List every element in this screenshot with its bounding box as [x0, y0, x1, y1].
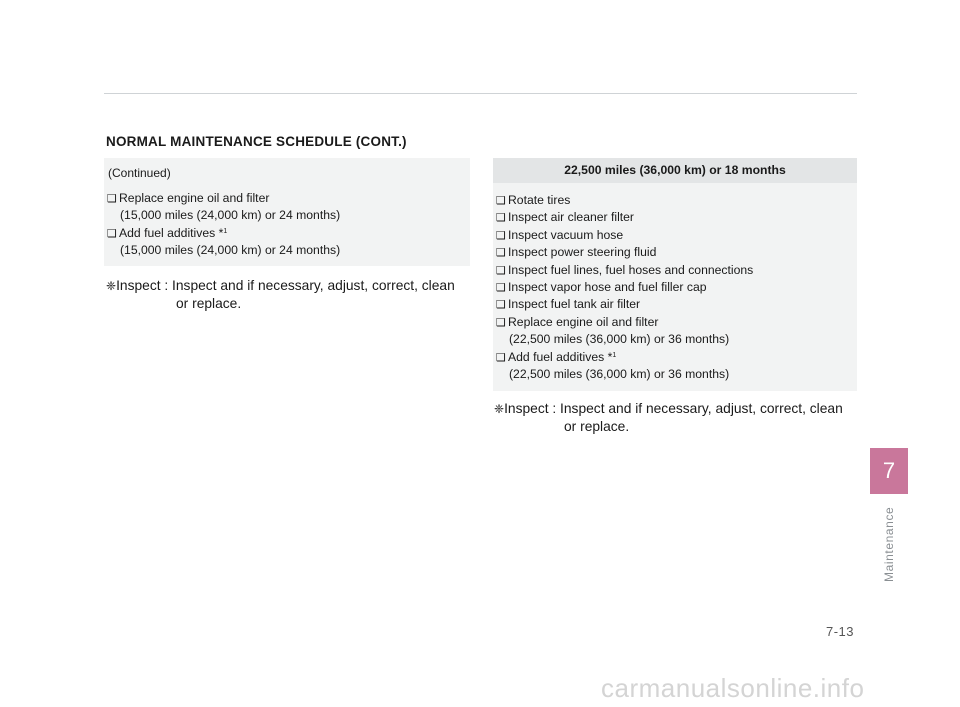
item-text: Rotate tires — [508, 193, 571, 207]
chapter-label: Maintenance — [882, 506, 896, 582]
item-text: Replace engine oil and filter — [508, 314, 659, 329]
interval-text: (15,000 miles (24,000 km) or 24 months) — [120, 208, 341, 223]
schedule-item — [496, 209, 753, 226]
note-line-1: Inspect : Inspect and if necessary, adjust, correct, clean — [116, 278, 455, 293]
schedule-item — [107, 225, 340, 242]
checkbox-icon: ❑ — [496, 195, 506, 207]
schedule-item-interval — [107, 207, 340, 224]
schedule-item-interval — [496, 331, 753, 348]
note-mark-icon: ❈ — [494, 402, 505, 416]
note-mark-icon: ❈ — [106, 279, 117, 293]
interval-text: (22,500 miles (36,000 km) or 36 months) — [509, 366, 730, 381]
inspect-note — [494, 400, 843, 435]
interval-text: (22,500 miles (36,000 km) or 36 months) — [509, 332, 730, 347]
checkbox-icon: ❑ — [496, 281, 506, 294]
schedule-item-list — [496, 192, 753, 383]
checkbox-icon: ❑ — [107, 227, 117, 240]
schedule-interval-header: 22,500 miles (36,000 km) or 18 months — [493, 158, 857, 183]
schedule-item — [496, 192, 753, 209]
chapter-tab[interactable]: 7 — [870, 448, 908, 494]
continued-label: (Continued) — [108, 166, 171, 180]
section-title: NORMAL MAINTENANCE SCHEDULE (CONT.) — [106, 134, 407, 149]
item-text: Add fuel additives * — [119, 225, 224, 240]
schedule-box-continued — [104, 158, 470, 266]
watermark: carmanualsonline.info — [601, 673, 865, 703]
footnote-marker: 1 — [612, 351, 617, 359]
item-text: Inspect fuel tank air filter — [508, 297, 641, 312]
checkbox-icon: ❑ — [107, 193, 117, 205]
schedule-item — [496, 349, 753, 366]
schedule-item — [496, 314, 753, 331]
schedule-box-22500 — [493, 158, 857, 391]
checkbox-icon: ❑ — [496, 212, 506, 225]
note-line-2: or replace. — [564, 419, 630, 434]
top-divider — [104, 93, 857, 94]
schedule-item-interval — [107, 242, 340, 259]
schedule-item — [496, 279, 753, 296]
schedule-item — [496, 296, 753, 313]
page-number: 7-13 — [826, 624, 855, 639]
checkbox-icon: ❑ — [496, 316, 506, 329]
note-line-2: or replace. — [176, 296, 242, 311]
schedule-item — [107, 190, 340, 207]
footnote-marker: 1 — [223, 227, 228, 235]
item-text: Inspect vacuum hose — [508, 227, 624, 242]
note-line-1: Inspect : Inspect and if necessary, adjust, correct, clean — [504, 401, 843, 416]
schedule-item — [496, 262, 753, 279]
schedule-item-interval — [496, 366, 753, 383]
checkbox-icon: ❑ — [496, 351, 506, 364]
item-text: Add fuel additives * — [508, 349, 613, 364]
checkbox-icon: ❑ — [496, 299, 506, 312]
item-text: Replace engine oil and filter — [119, 191, 270, 205]
item-text: Inspect power steering fluid — [508, 245, 657, 260]
checkbox-icon: ❑ — [496, 247, 506, 260]
inspect-note — [106, 277, 455, 312]
checkbox-icon: ❑ — [496, 264, 506, 277]
checkbox-icon: ❑ — [496, 229, 506, 242]
interval-text: (15,000 miles (24,000 km) or 24 months) — [120, 243, 341, 258]
item-text: Inspect fuel lines, fuel hoses and connections — [508, 262, 754, 277]
schedule-item-list — [107, 190, 340, 260]
schedule-item — [496, 244, 753, 261]
item-text: Inspect air cleaner filter — [508, 210, 634, 225]
item-text: Inspect vapor hose and fuel filler cap — [508, 279, 707, 294]
schedule-item — [496, 227, 753, 244]
